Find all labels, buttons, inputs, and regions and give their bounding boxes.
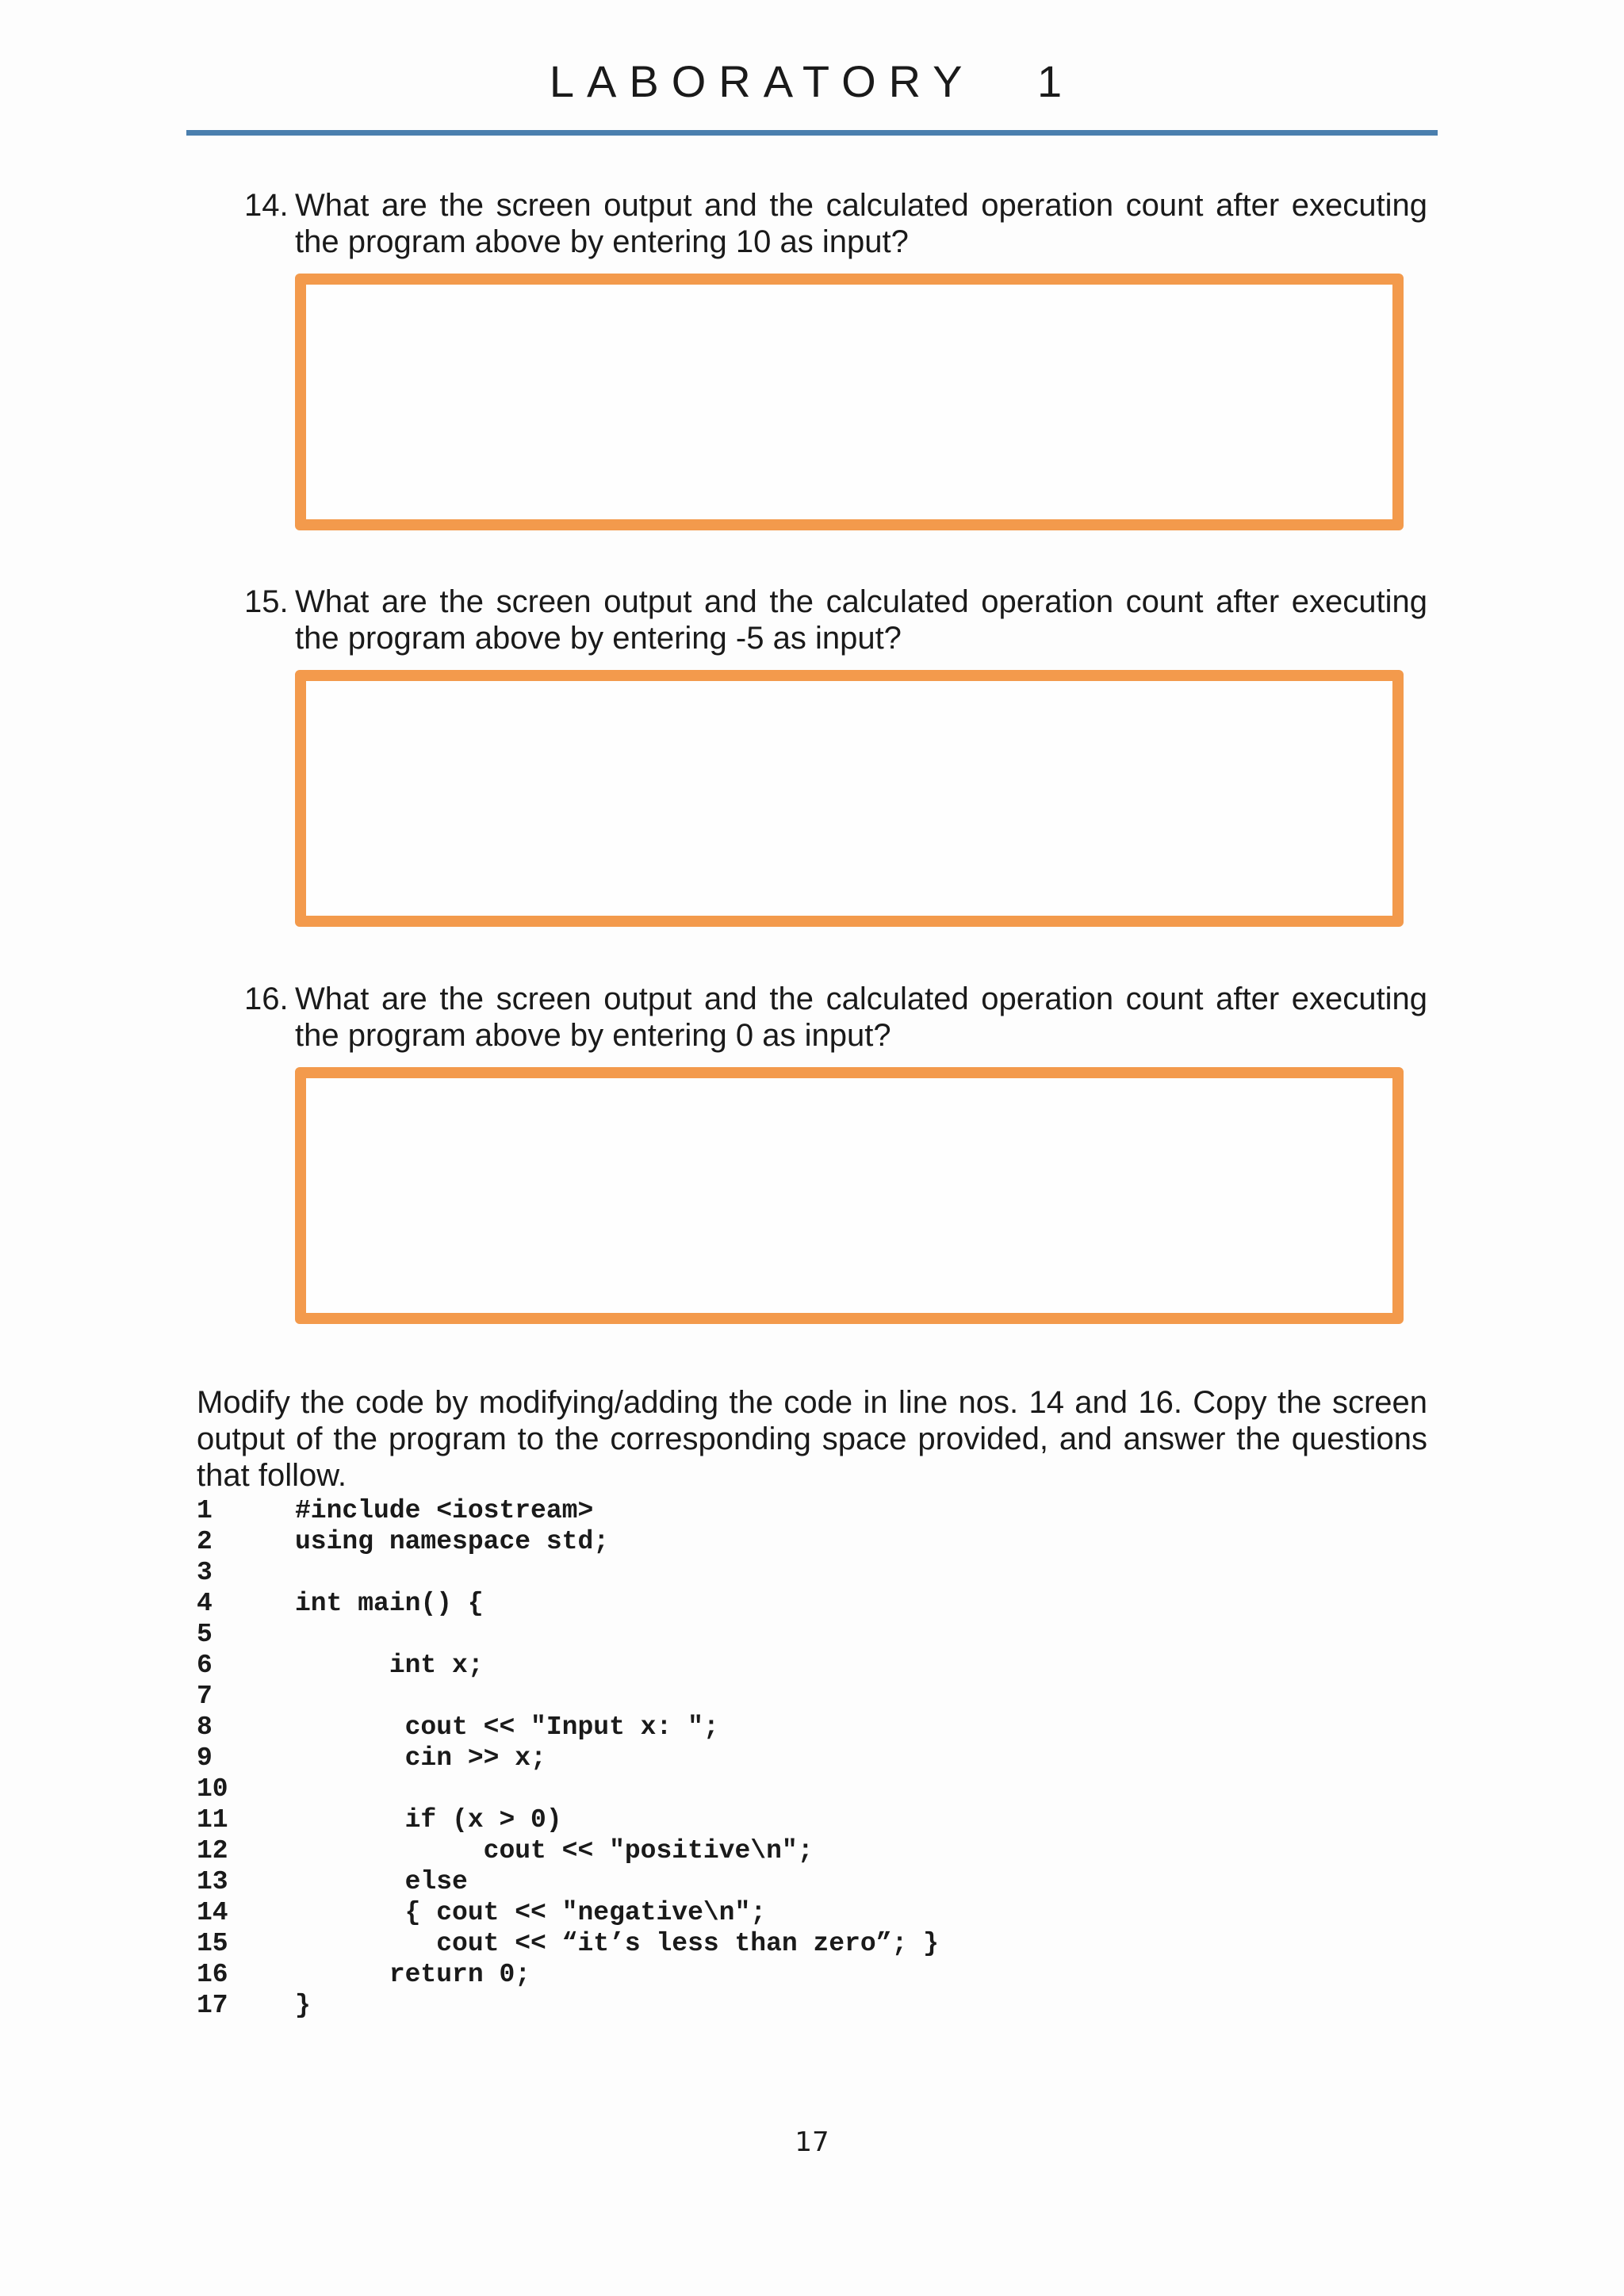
code-text: { cout << "negative\n"; <box>295 1898 767 1927</box>
code-line <box>197 1526 1386 1557</box>
question-text-line1: What are the screen output and the calculated operation count after executing <box>295 584 1427 619</box>
question-number: 14. <box>244 188 289 223</box>
code-line <box>197 1743 1386 1774</box>
code-line <box>197 1495 1386 1526</box>
code-text: int main() { <box>295 1589 484 1618</box>
page-header <box>0 55 1624 107</box>
instructions-paragraph <box>197 1384 1427 1494</box>
code-line <box>197 1774 1386 1804</box>
answer-box-15[interactable] <box>295 670 1404 927</box>
line-number: 10 <box>197 1774 228 1804</box>
question-text-line1: What are the screen output and the calculated operation count after executing <box>295 982 1427 1016</box>
instructions-line2: output of the program to the corresponding space provided, and answer the questions <box>197 1422 1427 1456</box>
code-line <box>197 1897 1386 1928</box>
line-number: 7 <box>197 1682 213 1711</box>
line-number: 15 <box>197 1929 228 1958</box>
line-number: 9 <box>197 1743 213 1773</box>
line-number: 4 <box>197 1589 213 1618</box>
header-divider <box>186 130 1438 136</box>
question-text-line2: the program above by entering 10 as input? <box>295 224 909 259</box>
line-number: 2 <box>197 1527 213 1556</box>
line-number: 17 <box>197 1991 228 2020</box>
line-number: 3 <box>197 1558 213 1587</box>
question-15 <box>244 584 1427 656</box>
code-line <box>197 1557 1386 1588</box>
code-line <box>197 1866 1386 1897</box>
line-number: 8 <box>197 1712 213 1742</box>
header-title: LABORATORY <box>549 56 975 106</box>
code-line <box>197 1959 1386 1990</box>
code-line <box>197 1804 1386 1835</box>
code-text: cout << “it’s less than zero”; } <box>295 1929 939 1958</box>
code-text: int x; <box>295 1651 484 1680</box>
header-number: 1 <box>1036 56 1075 106</box>
code-line <box>197 1835 1386 1866</box>
question-text-line1: What are the screen output and the calculated operation count after executing <box>295 188 1427 223</box>
line-number: 13 <box>197 1867 228 1896</box>
question-text-line2: the program above by entering 0 as input? <box>295 1018 891 1053</box>
instructions-line1: Modify the code by modifying/adding the code in line nos. 14 and 16. Copy the screen <box>197 1385 1427 1420</box>
line-number: 1 <box>197 1496 213 1525</box>
code-text: return 0; <box>295 1960 531 1989</box>
code-listing <box>197 1495 1386 2021</box>
question-text-line2: the program above by entering -5 as input? <box>295 621 902 656</box>
code-line <box>197 1681 1386 1712</box>
line-number: 6 <box>197 1651 213 1680</box>
code-text: } <box>295 1991 311 2020</box>
code-text: cin >> x; <box>295 1743 546 1773</box>
code-line <box>197 1712 1386 1743</box>
code-line <box>197 1650 1386 1681</box>
question-number: 15. <box>244 584 289 619</box>
code-text: using namespace std; <box>295 1527 610 1556</box>
instructions-line3: that follow. <box>197 1458 347 1493</box>
answer-box-14[interactable] <box>295 274 1404 530</box>
question-14 <box>244 187 1427 260</box>
code-text: #include <iostream> <box>295 1496 594 1525</box>
code-text: if (x > 0) <box>295 1805 562 1835</box>
question-number: 16. <box>244 982 289 1016</box>
code-text: cout << "positive\n"; <box>295 1836 814 1866</box>
line-number: 14 <box>197 1898 228 1927</box>
code-line <box>197 1928 1386 1959</box>
question-16 <box>244 981 1427 1054</box>
line-number: 11 <box>197 1805 228 1835</box>
code-line <box>197 1619 1386 1650</box>
line-number: 16 <box>197 1960 228 1989</box>
line-number: 5 <box>197 1620 213 1649</box>
code-line <box>197 1990 1386 2021</box>
answer-box-16[interactable] <box>295 1067 1404 1324</box>
code-text: else <box>295 1867 468 1896</box>
line-number: 12 <box>197 1836 228 1866</box>
page-number: 17 <box>795 2126 829 2158</box>
code-line <box>197 1588 1386 1619</box>
code-text: cout << "Input x: "; <box>295 1712 719 1742</box>
